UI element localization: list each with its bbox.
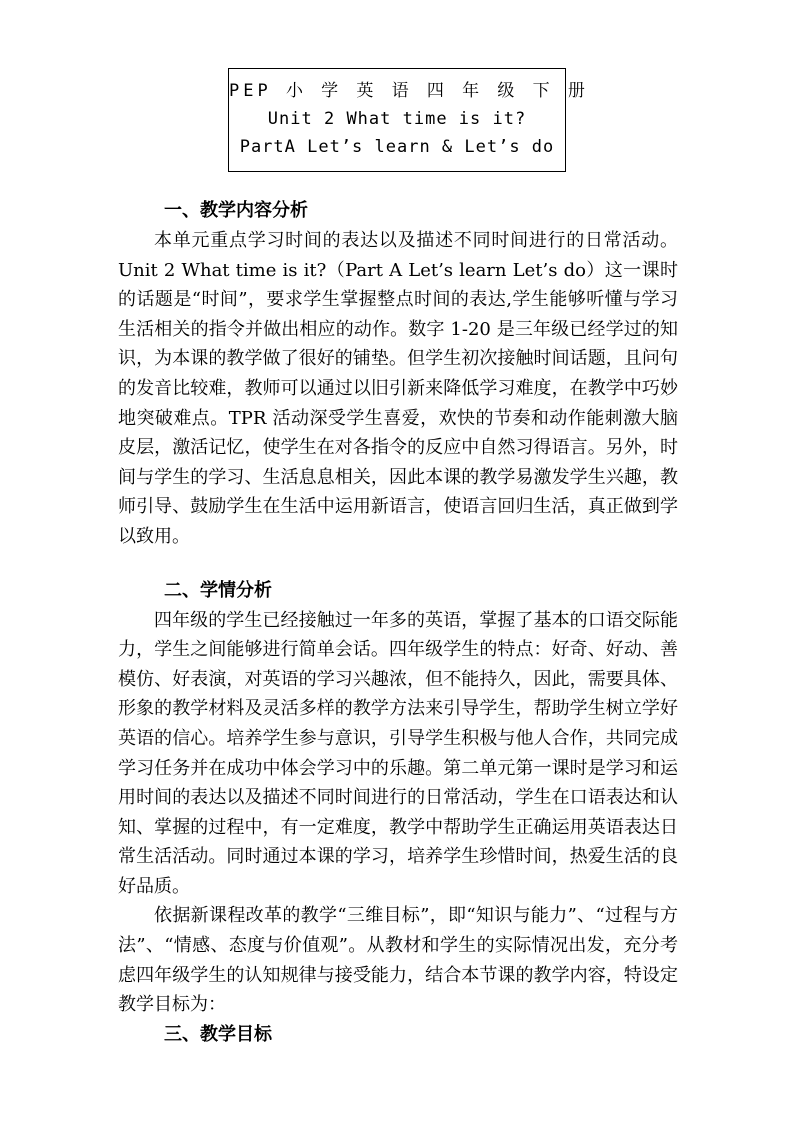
section-heading-teaching-objectives: 三、教学目标 (164, 1023, 272, 1045)
title-line-2: Unit 2 What time is it? (267, 109, 527, 129)
title-box (228, 68, 589, 172)
paragraph-content-analysis: 本单元重点学习时间的表达以及描述不同时间进行的日常活动。Unit 2 What time is it?（Part A Let’s learn Let’s do）这一课时的话题是“时间”，要求学生掌握整点时间的表达,学生能够听懂与学习生活相关的指令并做出相应的动作。数字 1-20 是三年级已经学过的知识，为本课的教学做了很好的铺垫。但学生初次接触时间话题，且问句的发音比较难，教师可以通过以旧引新来降低学习难度，在教学中巧妙地突破难点。TPR 活动深受学生喜爱，欢快的节奏和动作能刺激大脑皮层，激活记忆，使学生在对各指令的反应中自然习得语言。另外，时间与学生的学习、生活息息相关，因此本课的教学易激发学生兴趣，教师引导、鼓励学生在生活中运用新语言，使语言回归生活，真正做到学以致用。 (118, 230, 678, 547)
section-heading-student-analysis: 二、学情分析 (164, 579, 272, 601)
paragraph-student-analysis: 四年级的学生已经接触过一年多的英语，掌握了基本的口语交际能力，学生之间能够进行简单会话。四年级学生的特点：好奇、好动、善模仿、好表演，对英语的学习兴趣浓，但不能持久，因此，需要具体、形象的教学材料及灵活多样的教学方法来引导学生，帮助学生树立学好英语的信心。培养学生参与意识，引导学生积极与他人合作，共同完成学习任务并在成功中体会学习中的乐趣。第二单元第一课时是学习和运用时间的表达以及描述不同时间进行的日常活动，学生在口语表达和认知、掌握的过程中，有一定难度，教学中帮助学生正确运用英语表达日常生活活动。同时通过本课的学习，培养学生珍惜时间，热爱生活的良好品质。 (118, 609, 678, 897)
title-line-1: PEP 小 学 英 语 四 年 级 下 册 (229, 81, 589, 101)
section-heading-content-analysis: 一、教学内容分析 (164, 200, 308, 221)
title-line-3: PartA Let’s learn & Let’s do (239, 137, 555, 157)
paragraph-curriculum-goals: 依据新课程改革的教学“三维目标”，即“知识与能力”、“过程与方法”、“情感、态度与价值观”。从教材和学生的实际情况出发，充分考虑四年级学生的认知规律与接受能力，结合本节课的教学内容，特设定教学目标为： (118, 905, 678, 1016)
section-spacer (118, 552, 678, 576)
document-body (118, 196, 678, 1050)
